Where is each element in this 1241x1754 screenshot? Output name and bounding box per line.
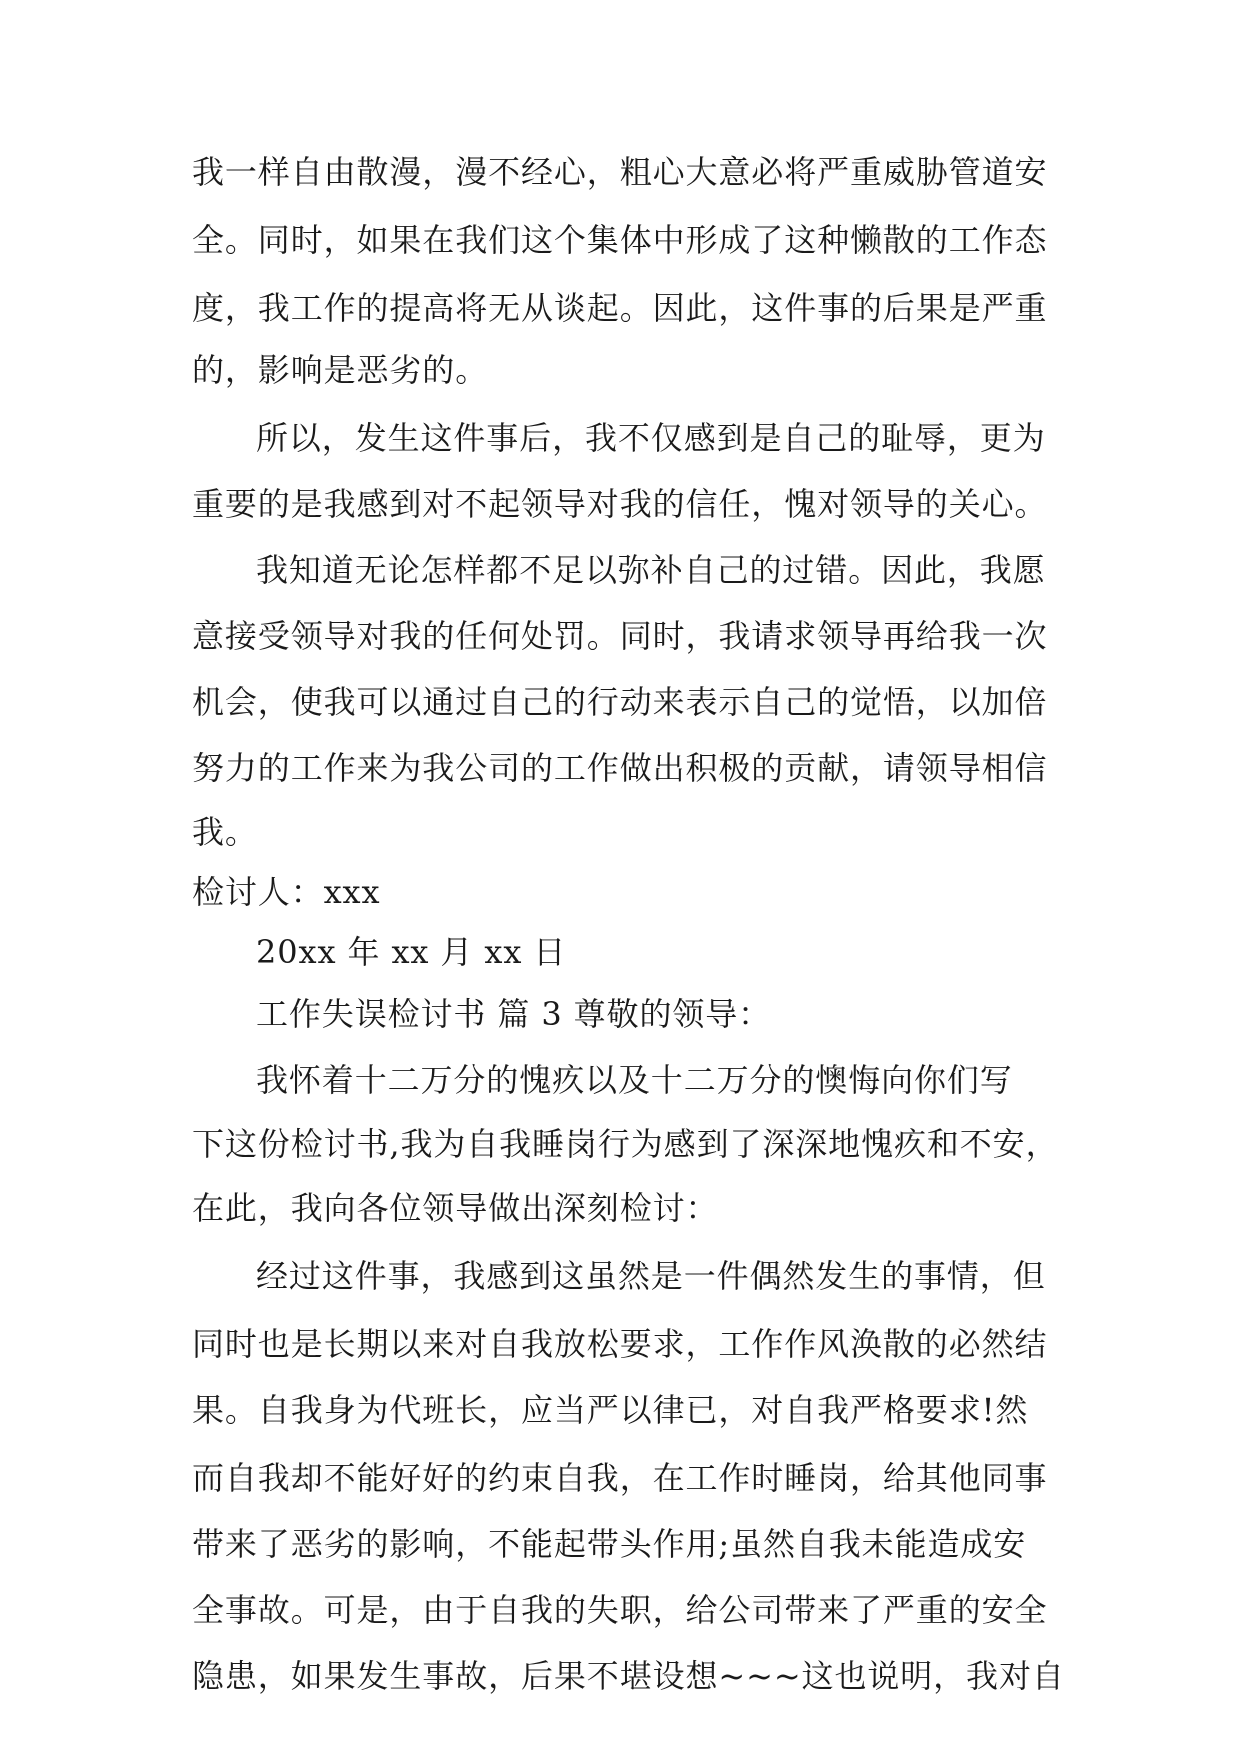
text-line: 我一样自由散漫，漫不经心，粗心大意必将严重威胁管道安 xyxy=(192,153,1048,191)
text-line: 全事故。可是，由于自我的失职，给公司带来了严重的安全 xyxy=(192,1591,1048,1629)
text-line: 的，影响是恶劣的。 xyxy=(192,351,489,389)
text-line: 全。同时，如果在我们这个集体中形成了这种懒散的工作态 xyxy=(192,221,1048,259)
text-line: 我。 xyxy=(192,813,258,851)
text-line: 努力的工作来为我公司的工作做出积极的贡献，请领导相信 xyxy=(192,749,1048,787)
text-line: 机会，使我可以通过自己的行动来表示自己的觉悟，以加倍 xyxy=(192,683,1048,721)
text-line: 同时也是长期以来对自我放松要求，工作作风涣散的必然结 xyxy=(192,1325,1048,1363)
text-line: 我知道无论怎样都不足以弥补自己的过错。因此，我愿 xyxy=(256,551,1046,589)
date-line: 20xx 年 xx 月 xx 日 xyxy=(256,933,567,971)
text-line: 所以，发生这件事后，我不仅感到是自己的耻辱，更为 xyxy=(256,419,1046,457)
text-line: 在此，我向各位领导做出深刻检讨： xyxy=(192,1189,719,1227)
text-line: 度，我工作的提高将无从谈起。因此，这件事的后果是严重 xyxy=(192,289,1048,327)
text-line: 经过这件事，我感到这虽然是一件偶然发生的事情，但 xyxy=(256,1257,1046,1295)
text-line: 下这份检讨书,我为自我睡岗行为感到了深深地愧疚和不安， xyxy=(192,1125,1059,1163)
text-line: 果。自我身为代班长，应当严以律已，对自我严格要求!然 xyxy=(192,1391,1029,1429)
text-line: 而自我却不能好好的约束自我，在工作时睡岗，给其他同事 xyxy=(192,1459,1048,1497)
text-line: 隐患，如果发生事故，后果不堪设想~~~这也说明，我对自 xyxy=(192,1657,1065,1695)
signature-line: 检讨人：xxx xyxy=(192,873,381,911)
text-line: 带来了恶劣的影响，不能起带头作用;虽然自我未能造成安 xyxy=(192,1525,1027,1563)
text-line: 我怀着十二万分的愧疚以及十二万分的懊悔向你们写 xyxy=(256,1061,1013,1099)
text-line: 意接受领导对我的任何处罚。同时，我请求领导再给我一次 xyxy=(192,617,1048,655)
section-heading: 工作失误检讨书 篇 3 尊敬的领导： xyxy=(256,995,772,1033)
text-line: 重要的是我感到对不起领导对我的信任，愧对领导的关心。 xyxy=(192,485,1048,523)
